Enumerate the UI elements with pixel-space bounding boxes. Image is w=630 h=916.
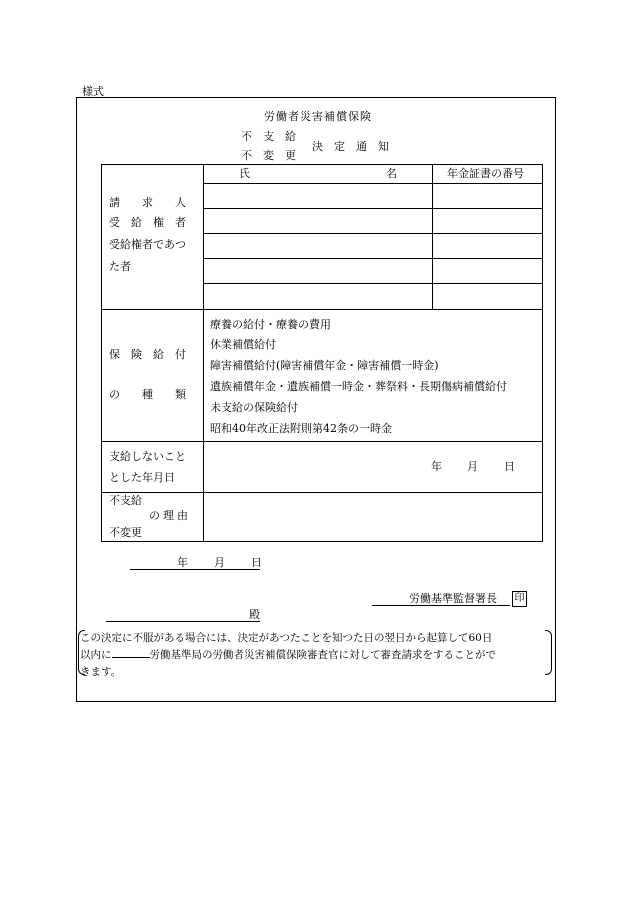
claimant-row-line [203, 283, 543, 284]
notice-line-3: きます。 [80, 666, 122, 678]
notice-line-2-rest: 労働基準局の労働者災害補償保険審査官に対して審査請求をすることがで [149, 649, 496, 661]
benefit-label-2: の 種 類 [109, 388, 186, 401]
issuer-underline [372, 605, 510, 606]
notice-line-2 [80, 647, 550, 664]
pension-number-header: 年金証書の番号 [447, 167, 524, 180]
decision-notice-title: 決 定 通 知 [312, 140, 389, 153]
nonpayment-date-label-1: 支給しないこと [109, 450, 186, 463]
table-label-divider [203, 164, 204, 542]
section-divider [101, 492, 543, 493]
benefit-label-1: 保 険 給 付 [109, 348, 186, 361]
section-divider [101, 441, 543, 442]
claimant-label-3: 受給権者であつ [109, 238, 186, 251]
form-label: 様式 [82, 85, 104, 98]
notice-line-1: この決定に不服がある場合には、決定があつたことを知つた日の翌日から起算して60日 [80, 632, 493, 644]
decision-option-nonpayment: 不 支 給 [241, 130, 296, 143]
benefit-item: 遺族補償年金・遺族補償一時金・葬祭料・長期傷病補償給付 [210, 380, 507, 393]
reason-label-1: 不支給 [109, 494, 142, 507]
name-header-given: 名 [386, 167, 397, 180]
name-header-surname: 氏 [239, 167, 250, 180]
pension-column-divider [432, 164, 433, 309]
notice-line-2-prefix: 以内に [80, 649, 112, 661]
claimant-label-1: 請 求 人 [109, 196, 186, 209]
nonpayment-year: 年 [431, 460, 442, 473]
reason-label-2: の理由 [149, 509, 191, 522]
issue-month: 月 [214, 556, 225, 569]
form-title: 労働者災害補償保険 [264, 110, 372, 123]
nonpayment-date-label-2: とした年月日 [109, 471, 175, 484]
claimant-row-line [203, 183, 543, 184]
decision-option-nochange: 不 変 更 [241, 149, 296, 162]
claimant-row-line [203, 208, 543, 209]
addressee-underline [106, 621, 260, 622]
reason-label-3: 不変更 [109, 526, 142, 539]
benefit-item: 障害補償給付(障害補償年金・障害補償一時金) [210, 359, 439, 372]
claimant-label-4: た者 [109, 260, 131, 273]
claimant-row-line [203, 233, 543, 234]
appeal-notice [80, 630, 550, 681]
seal-mark: 印 [512, 591, 527, 607]
nonpayment-month: 月 [467, 460, 478, 473]
notice-blank [112, 648, 150, 658]
section-divider [101, 309, 543, 310]
benefit-item: 未支給の保険給付 [210, 401, 298, 414]
issuer-title: 労働基準監督署長 [409, 592, 497, 605]
claimant-label-2: 受 給 権 者 [109, 216, 186, 229]
addressee-suffix: 殿 [249, 608, 260, 621]
benefit-item: 休業補償給付 [210, 338, 276, 351]
nonpayment-day: 日 [504, 460, 515, 473]
issue-year: 年 [177, 556, 188, 569]
benefit-item: 昭和40年改正法附則第42条の一時金 [210, 422, 392, 435]
claimant-row-line [203, 258, 543, 259]
issue-date-underline [130, 569, 260, 570]
benefit-item: 療養の給付・療養の費用 [210, 318, 331, 331]
issue-day: 日 [251, 556, 262, 569]
